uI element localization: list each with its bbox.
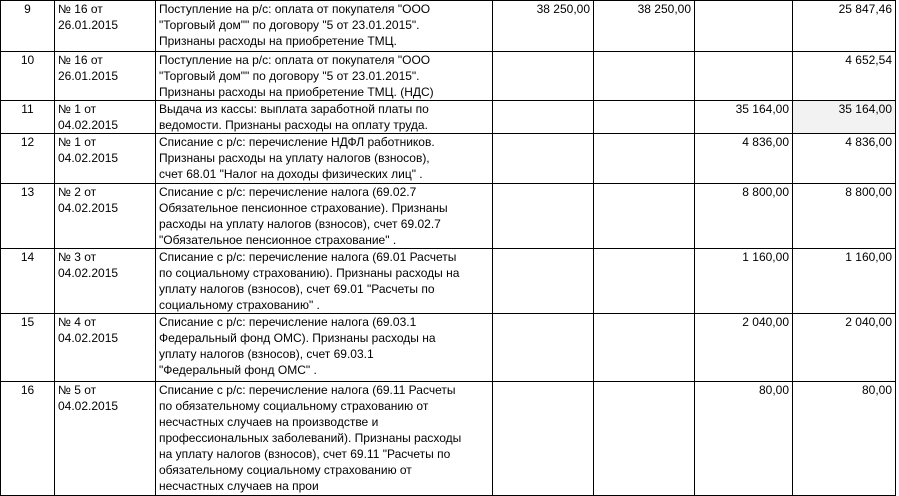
document-cell: № 16 от 26.01.2015 [55, 1, 156, 52]
amount-col6-cell [695, 1, 793, 52]
row-number-cell: 15 [1, 314, 55, 382]
amount-col7-cell: 8 800,00 [793, 184, 896, 249]
table-row [1, 134, 896, 184]
description-cell: Выдача из кассы: выплата заработной платы по ведомости. Признаны расходы на оплату труда. [156, 101, 493, 134]
amount-col7-cell: 4 652,54 [793, 52, 896, 101]
amount-col6-cell: 1 160,00 [695, 249, 793, 314]
table-row [1, 1, 896, 52]
description-cell: Списание с р/с: перечисление налога (69.03.1 Федеральный фонд ОМС). Признаны расходы на уплату налогов (взносов), счет 69.03.1 "Федеральный фонд ОМС" . [156, 314, 493, 382]
ledger-body [1, 1, 896, 496]
amount-col5-cell [594, 314, 695, 382]
row-number-cell: 11 [1, 101, 55, 134]
amount-col4-cell [493, 314, 594, 382]
amount-col7-cell: 35 164,00 [793, 101, 896, 134]
amount-col6-cell: 80,00 [695, 382, 793, 496]
description-cell: Списание с р/с: перечисление налога (69.01 Расчеты по социальному страхованию). Признаны расходы на уплату налогов (взносов), счет 69.01 "Расчеты по социальному страхованию" . [156, 249, 493, 314]
amount-col5-cell [594, 101, 695, 134]
description-cell: Списание с р/с: перечисление НДФЛ работников. Признаны расходы на уплату налогов (взносов), счет 68.01 "Налог на доходы физических лиц" . [156, 134, 493, 184]
amount-col4-cell [493, 249, 594, 314]
table-row [1, 52, 896, 101]
amount-col6-cell [695, 52, 793, 101]
amount-col4-cell [493, 101, 594, 134]
row-number-cell: 10 [1, 52, 55, 101]
description-cell: Поступление на р/с: оплата от покупателя "ООО "Торговый дом"" по договору "5 от 23.01.2015". Признаны расходы на приобретение ТМЦ. (НДС) [156, 52, 493, 101]
row-number-cell: 14 [1, 249, 55, 314]
row-number-cell: 9 [1, 1, 55, 52]
table-row [1, 382, 896, 496]
amount-col6-cell: 8 800,00 [695, 184, 793, 249]
amount-col5-cell [594, 52, 695, 101]
amount-col4-cell [493, 382, 594, 496]
description-cell: Поступление на р/с: оплата от покупателя "ООО "Торговый дом"" по договору "5 от 23.01.2015". Признаны расходы на приобретение ТМЦ. [156, 1, 493, 52]
row-number-cell: 13 [1, 184, 55, 249]
description-cell: Списание с р/с: перечисление налога (69.11 Расчеты по обязательному социальному страхованию от несчастных случаев на производстве и профессиональных заболеваний). Признаны расходы на уплату налогов (взносов), счет 69.11 "Расчеты по обязательному социальному страхованию от несчастных случаев на прои [156, 382, 493, 496]
document-cell: № 16 от 26.01.2015 [55, 52, 156, 101]
document-cell: № 2 от 04.02.2015 [55, 184, 156, 249]
table-row [1, 101, 896, 134]
amount-col5-cell [594, 249, 695, 314]
row-number-cell: 12 [1, 134, 55, 184]
amount-col6-cell: 4 836,00 [695, 134, 793, 184]
table-row [1, 184, 896, 249]
amount-col7-cell: 2 040,00 [793, 314, 896, 382]
amount-col4-cell: 38 250,00 [493, 1, 594, 52]
document-cell: № 3 от 04.02.2015 [55, 249, 156, 314]
amount-col5-cell [594, 382, 695, 496]
amount-col5-cell [594, 134, 695, 184]
row-number-cell: 16 [1, 382, 55, 496]
amount-col4-cell [493, 52, 594, 101]
table-row [1, 249, 896, 314]
amount-col5-cell: 38 250,00 [594, 1, 695, 52]
document-cell: № 5 от 04.02.2015 [55, 382, 156, 496]
amount-col4-cell [493, 184, 594, 249]
amount-col5-cell [594, 184, 695, 249]
document-cell: № 4 от 04.02.2015 [55, 314, 156, 382]
amount-col7-cell: 4 836,00 [793, 134, 896, 184]
document-cell: № 1 от 04.02.2015 [55, 101, 156, 134]
table-row [1, 314, 896, 382]
amount-col7-cell: 80,00 [793, 382, 896, 496]
amount-col7-cell: 1 160,00 [793, 249, 896, 314]
amount-col6-cell: 35 164,00 [695, 101, 793, 134]
amount-col7-cell: 25 847,46 [793, 1, 896, 52]
amount-col6-cell: 2 040,00 [695, 314, 793, 382]
amount-col4-cell [493, 134, 594, 184]
description-cell: Списание с р/с: перечисление налога (69.02.7 Обязательное пенсионное страхование). Признаны расходы на уплату налогов (взносов), счет 69.02.7 "Обязательное пенсионное страхование" . [156, 184, 493, 249]
document-cell: № 1 от 04.02.2015 [55, 134, 156, 184]
